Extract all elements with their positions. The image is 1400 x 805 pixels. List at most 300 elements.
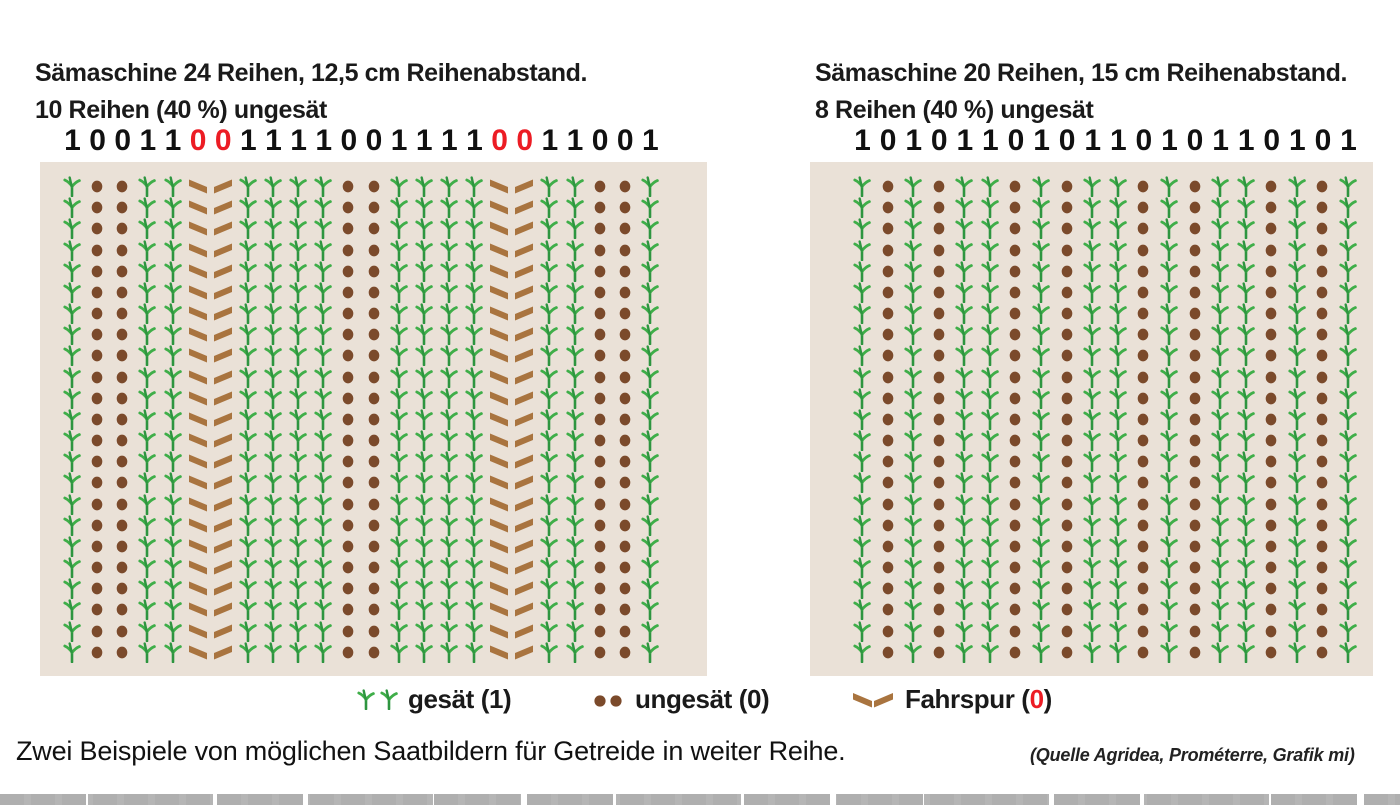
sprout-icon bbox=[565, 472, 585, 492]
sprout-icon bbox=[414, 557, 434, 577]
seed-dot-icon bbox=[1005, 536, 1025, 556]
seed-dot-icon bbox=[1057, 197, 1077, 217]
seed-dot-icon bbox=[1312, 515, 1332, 535]
seed-dot-icon bbox=[929, 303, 949, 323]
sprout-icon bbox=[539, 494, 559, 514]
sprout-icon bbox=[954, 324, 974, 344]
seed-dot-icon bbox=[1133, 557, 1153, 577]
sprout-icon bbox=[288, 388, 308, 408]
sprout-icon bbox=[313, 599, 333, 619]
tramline-dash-icon bbox=[213, 345, 233, 365]
unsown-row-column bbox=[364, 176, 384, 662]
sprout-icon bbox=[464, 451, 484, 471]
sprout-icon bbox=[464, 494, 484, 514]
seed-dot-icon bbox=[1261, 303, 1281, 323]
sprout-icon bbox=[539, 324, 559, 344]
sown-row-column bbox=[238, 176, 258, 662]
seed-dot-icon bbox=[112, 345, 132, 365]
seed-dot-icon bbox=[1057, 472, 1077, 492]
sprout-icon bbox=[439, 472, 459, 492]
seed-dot-icon bbox=[1261, 409, 1281, 429]
sprout-icon bbox=[1338, 240, 1358, 260]
seed-dot-icon bbox=[929, 451, 949, 471]
sprout-icon bbox=[903, 599, 923, 619]
seed-dot-icon bbox=[1005, 642, 1025, 662]
sprout-icon bbox=[1287, 367, 1307, 387]
sprout-icon bbox=[62, 472, 82, 492]
seed-dot-icon bbox=[878, 282, 898, 302]
sprout-icon bbox=[980, 599, 1000, 619]
row-digit: 0 bbox=[1007, 124, 1024, 157]
sprout-icon bbox=[980, 472, 1000, 492]
sprout-icon bbox=[1236, 282, 1256, 302]
seed-dot-icon bbox=[112, 515, 132, 535]
sprout-icon bbox=[1287, 176, 1307, 196]
seed-dot-icon bbox=[1312, 409, 1332, 429]
seed-dot-icon bbox=[364, 240, 384, 260]
seed-dot-icon bbox=[87, 240, 107, 260]
tramline-dash-icon bbox=[514, 515, 534, 535]
tramline-dash-icon bbox=[213, 409, 233, 429]
tramline-dash-icon bbox=[514, 451, 534, 471]
sprout-icon bbox=[1159, 430, 1179, 450]
sprout-icon bbox=[980, 451, 1000, 471]
sprout-icon bbox=[163, 557, 183, 577]
sprout-icon bbox=[263, 430, 283, 450]
seed-dot-icon bbox=[590, 599, 610, 619]
seed-dot-icon bbox=[1005, 218, 1025, 238]
row-digit: 1 bbox=[164, 124, 181, 157]
sprout-icon bbox=[238, 642, 258, 662]
sprout-icon bbox=[539, 430, 559, 450]
seed-dot-icon bbox=[590, 367, 610, 387]
sprout-icon bbox=[640, 367, 660, 387]
unsown-row-column bbox=[1312, 176, 1332, 662]
sprout-icon bbox=[1338, 409, 1358, 429]
sprout-icon bbox=[1236, 240, 1256, 260]
sprout-icon bbox=[464, 599, 484, 619]
sprout-icon bbox=[1338, 176, 1358, 196]
sprout-icon bbox=[288, 451, 308, 471]
sprout-icon bbox=[288, 409, 308, 429]
sprout-icon bbox=[852, 621, 872, 641]
sprout-icon bbox=[539, 557, 559, 577]
sprout-icon bbox=[238, 324, 258, 344]
sprout-icon bbox=[1236, 515, 1256, 535]
tramline-dash-icon bbox=[489, 578, 509, 598]
sprout-icon bbox=[1159, 642, 1179, 662]
sprout-icon bbox=[1236, 472, 1256, 492]
sprout-icon bbox=[852, 515, 872, 535]
seed-dot-icon bbox=[929, 557, 949, 577]
sown-row-column bbox=[640, 176, 660, 662]
unsown-row-column bbox=[1133, 176, 1153, 662]
sprout-icon bbox=[439, 515, 459, 535]
legend-fahrspur-label: Fahrspur (0) bbox=[905, 684, 1052, 714]
tramline-dash-icon bbox=[213, 621, 233, 641]
seed-dot-icon bbox=[1261, 515, 1281, 535]
sprout-icon bbox=[1031, 621, 1051, 641]
sprout-icon bbox=[62, 388, 82, 408]
sown-row-column bbox=[980, 176, 1000, 662]
seed-dot-icon bbox=[1185, 599, 1205, 619]
tramline-dash-icon bbox=[489, 515, 509, 535]
seed-dot-icon bbox=[338, 578, 358, 598]
tramline-dash-icon bbox=[213, 430, 233, 450]
sprout-icon bbox=[1236, 430, 1256, 450]
tramline-dash-icon bbox=[489, 557, 509, 577]
seed-dot-icon bbox=[615, 303, 635, 323]
sprout-icon bbox=[1108, 515, 1128, 535]
left-panel-title-line2: 10 Reihen (40 %) ungesät bbox=[35, 96, 327, 124]
sprout-icon bbox=[288, 536, 308, 556]
seed-dot-icon bbox=[615, 324, 635, 344]
seed-dot-icon bbox=[1312, 430, 1332, 450]
sprout-icon bbox=[1108, 557, 1128, 577]
sprout-icon bbox=[852, 599, 872, 619]
sprout-icon bbox=[137, 197, 157, 217]
seed-dot-icon bbox=[590, 451, 610, 471]
sprout-icon bbox=[1287, 472, 1307, 492]
row-digit: 1 bbox=[541, 124, 558, 157]
tramline-dash-icon bbox=[188, 324, 208, 344]
sprout-icon bbox=[1236, 557, 1256, 577]
tramline-dash-icon bbox=[489, 197, 509, 217]
sprout-icon bbox=[137, 578, 157, 598]
seed-dot-icon bbox=[112, 494, 132, 514]
seed-dot-icon bbox=[1261, 282, 1281, 302]
sprout-icon bbox=[414, 621, 434, 641]
sprout-icon bbox=[1210, 324, 1230, 344]
tramline-column bbox=[188, 176, 208, 662]
sprout-icon bbox=[1031, 282, 1051, 302]
seed-dot-icon bbox=[1005, 451, 1025, 471]
sprout-icon bbox=[903, 388, 923, 408]
tramline-dash-icon bbox=[489, 345, 509, 365]
sprout-icon bbox=[1031, 367, 1051, 387]
sprout-icon bbox=[414, 176, 434, 196]
seed-dot-icon bbox=[929, 621, 949, 641]
tramline-dash-icon bbox=[489, 303, 509, 323]
seed-dot-icon bbox=[87, 430, 107, 450]
sprout-icon bbox=[539, 472, 559, 492]
sprout-icon bbox=[1236, 324, 1256, 344]
sown-row-column bbox=[1236, 176, 1256, 662]
sprout-icon bbox=[1338, 451, 1358, 471]
unsown-row-column bbox=[112, 176, 132, 662]
unsown-row-column bbox=[615, 176, 635, 662]
sprout-icon bbox=[464, 515, 484, 535]
sprout-icon bbox=[1210, 451, 1230, 471]
sprout-icon bbox=[1082, 324, 1102, 344]
sprout-icon bbox=[852, 261, 872, 281]
tramline-dash-icon bbox=[213, 324, 233, 344]
sprout-icon bbox=[1236, 345, 1256, 365]
seed-dot-icon bbox=[1133, 515, 1153, 535]
left-seed-pattern-field bbox=[40, 162, 707, 676]
sprout-icon bbox=[238, 282, 258, 302]
seed-dot-icon bbox=[878, 176, 898, 196]
sprout-icon bbox=[565, 282, 585, 302]
sprout-icon bbox=[313, 218, 333, 238]
sprout-icon bbox=[389, 409, 409, 429]
row-digit: 1 bbox=[441, 124, 457, 157]
sprout-icon bbox=[980, 345, 1000, 365]
sprout-icon bbox=[439, 197, 459, 217]
sprout-icon bbox=[1210, 303, 1230, 323]
seed-dot-icon bbox=[615, 240, 635, 260]
sprout-icon bbox=[389, 515, 409, 535]
sprout-icon bbox=[137, 324, 157, 344]
seed-dot-icon bbox=[1133, 197, 1153, 217]
sprout-icon bbox=[1210, 197, 1230, 217]
seed-dot-icon bbox=[1005, 599, 1025, 619]
sprout-icon bbox=[439, 409, 459, 429]
seed-dot-icon bbox=[590, 197, 610, 217]
sprout-icon bbox=[1210, 642, 1230, 662]
sprout-icon bbox=[137, 642, 157, 662]
sprout-icon bbox=[1159, 282, 1179, 302]
sprout-icon bbox=[1210, 515, 1230, 535]
row-digit: 0 bbox=[1186, 124, 1203, 157]
row-digit: 1 bbox=[854, 124, 870, 157]
seed-dot-icon bbox=[615, 261, 635, 281]
tramline-dash-icon bbox=[489, 282, 509, 302]
sprout-icon bbox=[62, 345, 82, 365]
seed-dot-icon bbox=[1005, 345, 1025, 365]
sprout-icon bbox=[1159, 197, 1179, 217]
sprout-icon bbox=[1159, 472, 1179, 492]
sprout-icon bbox=[238, 388, 258, 408]
sprout-icon bbox=[640, 176, 660, 196]
sprout-icon bbox=[539, 240, 559, 260]
unsown-row-column bbox=[590, 176, 610, 662]
sprout-icon bbox=[163, 621, 183, 641]
sprout-icon bbox=[1082, 557, 1102, 577]
sprout-icon bbox=[852, 197, 872, 217]
sprout-icon bbox=[1338, 642, 1358, 662]
sprout-icon bbox=[238, 536, 258, 556]
sprout-icon bbox=[439, 430, 459, 450]
sprout-icon bbox=[1159, 621, 1179, 641]
seed-dot-icon bbox=[929, 599, 949, 619]
sprout-icon bbox=[389, 218, 409, 238]
sprout-icon bbox=[288, 197, 308, 217]
sprout-icon bbox=[439, 536, 459, 556]
seed-dot-icon bbox=[590, 240, 610, 260]
tramline-dash-icon bbox=[489, 451, 509, 471]
sprout-icon bbox=[640, 472, 660, 492]
sprout-icon bbox=[414, 345, 434, 365]
seed-dot-icon bbox=[364, 218, 384, 238]
sprout-icon bbox=[1031, 430, 1051, 450]
sprout-icon bbox=[565, 197, 585, 217]
sprout-icon bbox=[1236, 621, 1256, 641]
sprout-icon bbox=[1082, 282, 1102, 302]
sprout-icon bbox=[640, 451, 660, 471]
sprout-icon bbox=[288, 324, 308, 344]
seed-dot-icon bbox=[87, 536, 107, 556]
sprout-icon bbox=[565, 451, 585, 471]
seed-dot-icon bbox=[1005, 430, 1025, 450]
sprout-icon bbox=[852, 367, 872, 387]
seed-dot-icon bbox=[112, 642, 132, 662]
seed-dot-icon bbox=[878, 430, 898, 450]
sown-row-column bbox=[1287, 176, 1307, 662]
sprout-icon bbox=[1082, 367, 1102, 387]
sprout-icon bbox=[439, 282, 459, 302]
sown-row-column bbox=[439, 176, 459, 662]
sprout-pair-icon bbox=[356, 689, 399, 710]
seed-dot-icon bbox=[1261, 388, 1281, 408]
sprout-icon bbox=[903, 621, 923, 641]
tramline-dash-icon bbox=[213, 261, 233, 281]
row-digit-tramline: 0 bbox=[189, 124, 206, 157]
sprout-icon bbox=[389, 494, 409, 514]
seed-dot-icon bbox=[112, 430, 132, 450]
sprout-icon bbox=[1031, 599, 1051, 619]
sprout-icon bbox=[565, 367, 585, 387]
seed-dot-icon bbox=[878, 472, 898, 492]
seed-dot-icon bbox=[338, 536, 358, 556]
seed-dot-icon bbox=[1005, 557, 1025, 577]
seed-dot-icon bbox=[1133, 494, 1153, 514]
seed-dot-icon bbox=[338, 176, 358, 196]
sprout-icon bbox=[1338, 494, 1358, 514]
seed-dot-icon bbox=[1261, 176, 1281, 196]
seed-dot-icon bbox=[112, 261, 132, 281]
sprout-icon bbox=[238, 578, 258, 598]
seed-dot-icon bbox=[1057, 409, 1077, 429]
sprout-icon bbox=[389, 578, 409, 598]
sprout-icon bbox=[1210, 176, 1230, 196]
sprout-icon bbox=[414, 240, 434, 260]
sprout-icon bbox=[137, 367, 157, 387]
legend-ungesaet-label: ungesät (0) bbox=[635, 684, 770, 714]
seed-dot-icon bbox=[929, 367, 949, 387]
sprout-icon bbox=[1082, 409, 1102, 429]
sprout-icon bbox=[137, 240, 157, 260]
sprout-icon bbox=[1210, 621, 1230, 641]
sprout-icon bbox=[62, 282, 82, 302]
tramline-dash-icon bbox=[188, 642, 208, 662]
sown-row-column bbox=[1108, 176, 1128, 662]
sprout-icon bbox=[1108, 621, 1128, 641]
sprout-icon bbox=[852, 324, 872, 344]
sown-row-column bbox=[137, 176, 157, 662]
sprout-icon bbox=[903, 240, 923, 260]
sprout-icon bbox=[238, 599, 258, 619]
left-binary-sequence bbox=[40, 124, 707, 158]
tramline-dash-icon bbox=[489, 240, 509, 260]
sprout-icon bbox=[439, 599, 459, 619]
sprout-icon bbox=[1236, 642, 1256, 662]
row-digit: 1 bbox=[642, 124, 658, 157]
sprout-icon bbox=[62, 197, 82, 217]
sprout-icon bbox=[852, 536, 872, 556]
sprout-icon bbox=[238, 345, 258, 365]
sprout-icon bbox=[1108, 494, 1128, 514]
sprout-icon bbox=[414, 282, 434, 302]
sprout-icon bbox=[263, 261, 283, 281]
sprout-icon bbox=[1287, 409, 1307, 429]
sprout-icon bbox=[565, 557, 585, 577]
seed-dot-icon bbox=[112, 303, 132, 323]
sprout-icon bbox=[62, 303, 82, 323]
sprout-icon bbox=[539, 515, 559, 535]
sprout-icon bbox=[903, 176, 923, 196]
seed-dot-icon bbox=[929, 218, 949, 238]
row-digit: 0 bbox=[591, 124, 608, 157]
sprout-icon bbox=[539, 451, 559, 471]
sprout-icon bbox=[903, 261, 923, 281]
tramline-dash-icon bbox=[213, 367, 233, 387]
sprout-icon bbox=[539, 599, 559, 619]
tramline-dash-icon bbox=[514, 388, 534, 408]
sprout-icon bbox=[1031, 536, 1051, 556]
seed-dot-icon bbox=[878, 261, 898, 281]
sprout-icon bbox=[1159, 388, 1179, 408]
seed-dot-icon bbox=[364, 515, 384, 535]
tramline-dash-icon bbox=[188, 303, 208, 323]
sprout-icon bbox=[980, 409, 1000, 429]
sprout-icon bbox=[1159, 324, 1179, 344]
sprout-icon bbox=[1159, 176, 1179, 196]
sprout-icon bbox=[464, 409, 484, 429]
sprout-icon bbox=[1082, 599, 1102, 619]
row-digit: 1 bbox=[139, 124, 156, 157]
sprout-icon bbox=[62, 515, 82, 535]
sprout-icon bbox=[1108, 303, 1128, 323]
sprout-icon bbox=[1338, 261, 1358, 281]
seed-dot-icon bbox=[1312, 578, 1332, 598]
seed-dot-icon bbox=[1133, 430, 1153, 450]
sprout-icon bbox=[163, 494, 183, 514]
sprout-icon bbox=[62, 218, 82, 238]
sprout-icon bbox=[439, 578, 459, 598]
sprout-icon bbox=[1236, 261, 1256, 281]
sprout-icon bbox=[313, 536, 333, 556]
sprout-icon bbox=[852, 218, 872, 238]
sown-row-column bbox=[1082, 176, 1102, 662]
seed-dot-icon bbox=[929, 176, 949, 196]
sprout-icon bbox=[903, 197, 923, 217]
seed-dot-icon bbox=[1312, 621, 1332, 641]
seed-dot-icon bbox=[1261, 218, 1281, 238]
sprout-icon bbox=[980, 494, 1000, 514]
seed-dot-icon bbox=[615, 515, 635, 535]
sprout-icon bbox=[1338, 515, 1358, 535]
sprout-icon bbox=[1236, 176, 1256, 196]
sprout-icon bbox=[414, 218, 434, 238]
sprout-icon bbox=[1159, 557, 1179, 577]
source-credit: (Quelle Agridea, Prométerre, Grafik mi) bbox=[1030, 745, 1355, 765]
sprout-icon bbox=[1210, 578, 1230, 598]
sprout-icon bbox=[565, 218, 585, 238]
sprout-icon bbox=[439, 451, 459, 471]
seed-dot-icon bbox=[87, 218, 107, 238]
seed-dot-icon bbox=[615, 557, 635, 577]
seed-dot-icon bbox=[1133, 367, 1153, 387]
left-panel-title-line1: Sämaschine 24 Reihen, 12,5 cm Reihenabstand. bbox=[35, 59, 588, 87]
sprout-icon bbox=[288, 345, 308, 365]
seed-dot-icon bbox=[112, 218, 132, 238]
sprout-icon bbox=[1287, 240, 1307, 260]
seed-dot-icon bbox=[1057, 367, 1077, 387]
sprout-icon bbox=[1031, 409, 1051, 429]
sprout-icon bbox=[903, 282, 923, 302]
sprout-icon bbox=[903, 578, 923, 598]
